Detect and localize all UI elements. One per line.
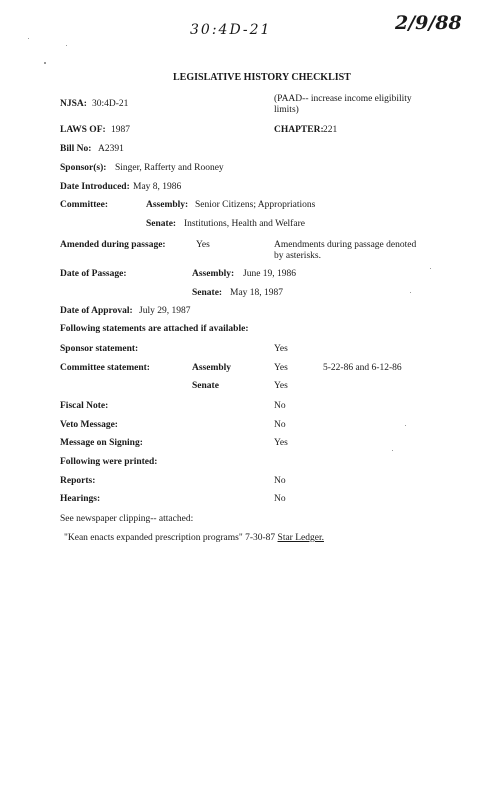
following-printed-heading: Following were printed: bbox=[60, 457, 158, 467]
reports-value: No bbox=[274, 476, 286, 486]
scan-speck bbox=[410, 292, 411, 293]
handwritten-date: 2/9/88 bbox=[395, 12, 462, 34]
clipping-title: "Kean enacts expanded prescription programs" 7-30-87 bbox=[64, 533, 278, 543]
chapter-value: 221 bbox=[323, 125, 338, 135]
clipping-source: Star Ledger. bbox=[277, 533, 324, 543]
date-of-passage-label: Date of Passage: bbox=[60, 269, 127, 279]
passage-senate-label: Senate: bbox=[192, 288, 223, 298]
fiscal-note-value: No bbox=[274, 401, 286, 411]
committee-senate-value: Institutions, Health and Welfare bbox=[184, 219, 305, 229]
committee-statement-label: Committee statement: bbox=[60, 363, 150, 373]
date-of-approval-value: July 29, 1987 bbox=[139, 306, 191, 316]
reports-label: Reports: bbox=[60, 476, 96, 486]
sponsors-label: Sponsor(s): bbox=[60, 163, 107, 173]
laws-of-value: 1987 bbox=[111, 125, 130, 135]
date-introduced-value: May 8, 1986 bbox=[133, 182, 182, 192]
passage-senate-value: May 18, 1987 bbox=[230, 288, 284, 298]
committee-statement-dates: 5-22-86 and 6-12-86 bbox=[323, 363, 402, 373]
fiscal-note-label: Fiscal Note: bbox=[60, 401, 109, 411]
veto-message-label: Veto Message: bbox=[60, 420, 118, 430]
sponsor-statement-label: Sponsor statement: bbox=[60, 344, 139, 354]
laws-of-label: LAWS OF: bbox=[60, 125, 106, 135]
bill-no-label: Bill No: bbox=[60, 144, 92, 154]
message-on-signing-label: Message on Signing: bbox=[60, 438, 143, 448]
amended-value: Yes bbox=[196, 240, 210, 250]
handwritten-number: 30:4D-21 bbox=[190, 22, 272, 38]
njsa-value: 30:4D-21 bbox=[92, 99, 129, 109]
hearings-label: Hearings: bbox=[60, 494, 101, 504]
scan-speck bbox=[405, 425, 406, 426]
bill-no-value: A2391 bbox=[98, 144, 124, 154]
newspaper-note: See newspaper clipping-- attached: bbox=[60, 514, 194, 524]
passage-assembly-value: June 19, 1986 bbox=[243, 269, 297, 279]
scan-speck bbox=[392, 450, 393, 451]
date-of-approval-label: Date of Approval: bbox=[60, 306, 133, 316]
scan-speck bbox=[66, 45, 67, 46]
clipping-citation bbox=[64, 533, 324, 544]
scan-speck bbox=[44, 62, 46, 64]
sponsor-statement-value: Yes bbox=[274, 344, 288, 354]
date-introduced-label: Date Introduced: bbox=[60, 182, 130, 192]
amended-note-line1: Amendments during passage denoted bbox=[274, 240, 417, 250]
page-title: LEGISLATIVE HISTORY CHECKLIST bbox=[173, 72, 351, 83]
committee-label: Committee: bbox=[60, 200, 109, 210]
hearings-value: No bbox=[274, 494, 286, 504]
sponsors-value: Singer, Rafferty and Rooney bbox=[115, 163, 224, 173]
chapter-label: CHAPTER: bbox=[274, 125, 324, 135]
scan-speck bbox=[430, 268, 431, 269]
amended-note-line2: by asterisks. bbox=[274, 251, 321, 261]
committee-statement-assembly-value: Yes bbox=[274, 363, 288, 373]
njsa-note-line1: (PAAD-- increase income eligibility bbox=[274, 94, 412, 104]
passage-assembly-label: Assembly: bbox=[192, 269, 235, 279]
veto-message-value: No bbox=[274, 420, 286, 430]
committee-statement-senate-label: Senate bbox=[192, 381, 219, 391]
following-attached-heading: Following statements are attached if available: bbox=[60, 324, 249, 334]
scan-speck bbox=[28, 38, 29, 39]
njsa-note-line2: limits) bbox=[274, 105, 299, 115]
committee-assembly-label: Assembly: bbox=[146, 200, 189, 210]
committee-statement-assembly-label: Assembly bbox=[192, 363, 232, 373]
committee-senate-label: Senate: bbox=[146, 219, 177, 229]
committee-assembly-value: Senior Citizens; Appropriations bbox=[195, 200, 316, 210]
amended-label: Amended during passage: bbox=[60, 240, 166, 250]
message-on-signing-value: Yes bbox=[274, 438, 288, 448]
njsa-label: NJSA: bbox=[60, 99, 87, 109]
committee-statement-senate-value: Yes bbox=[274, 381, 288, 391]
